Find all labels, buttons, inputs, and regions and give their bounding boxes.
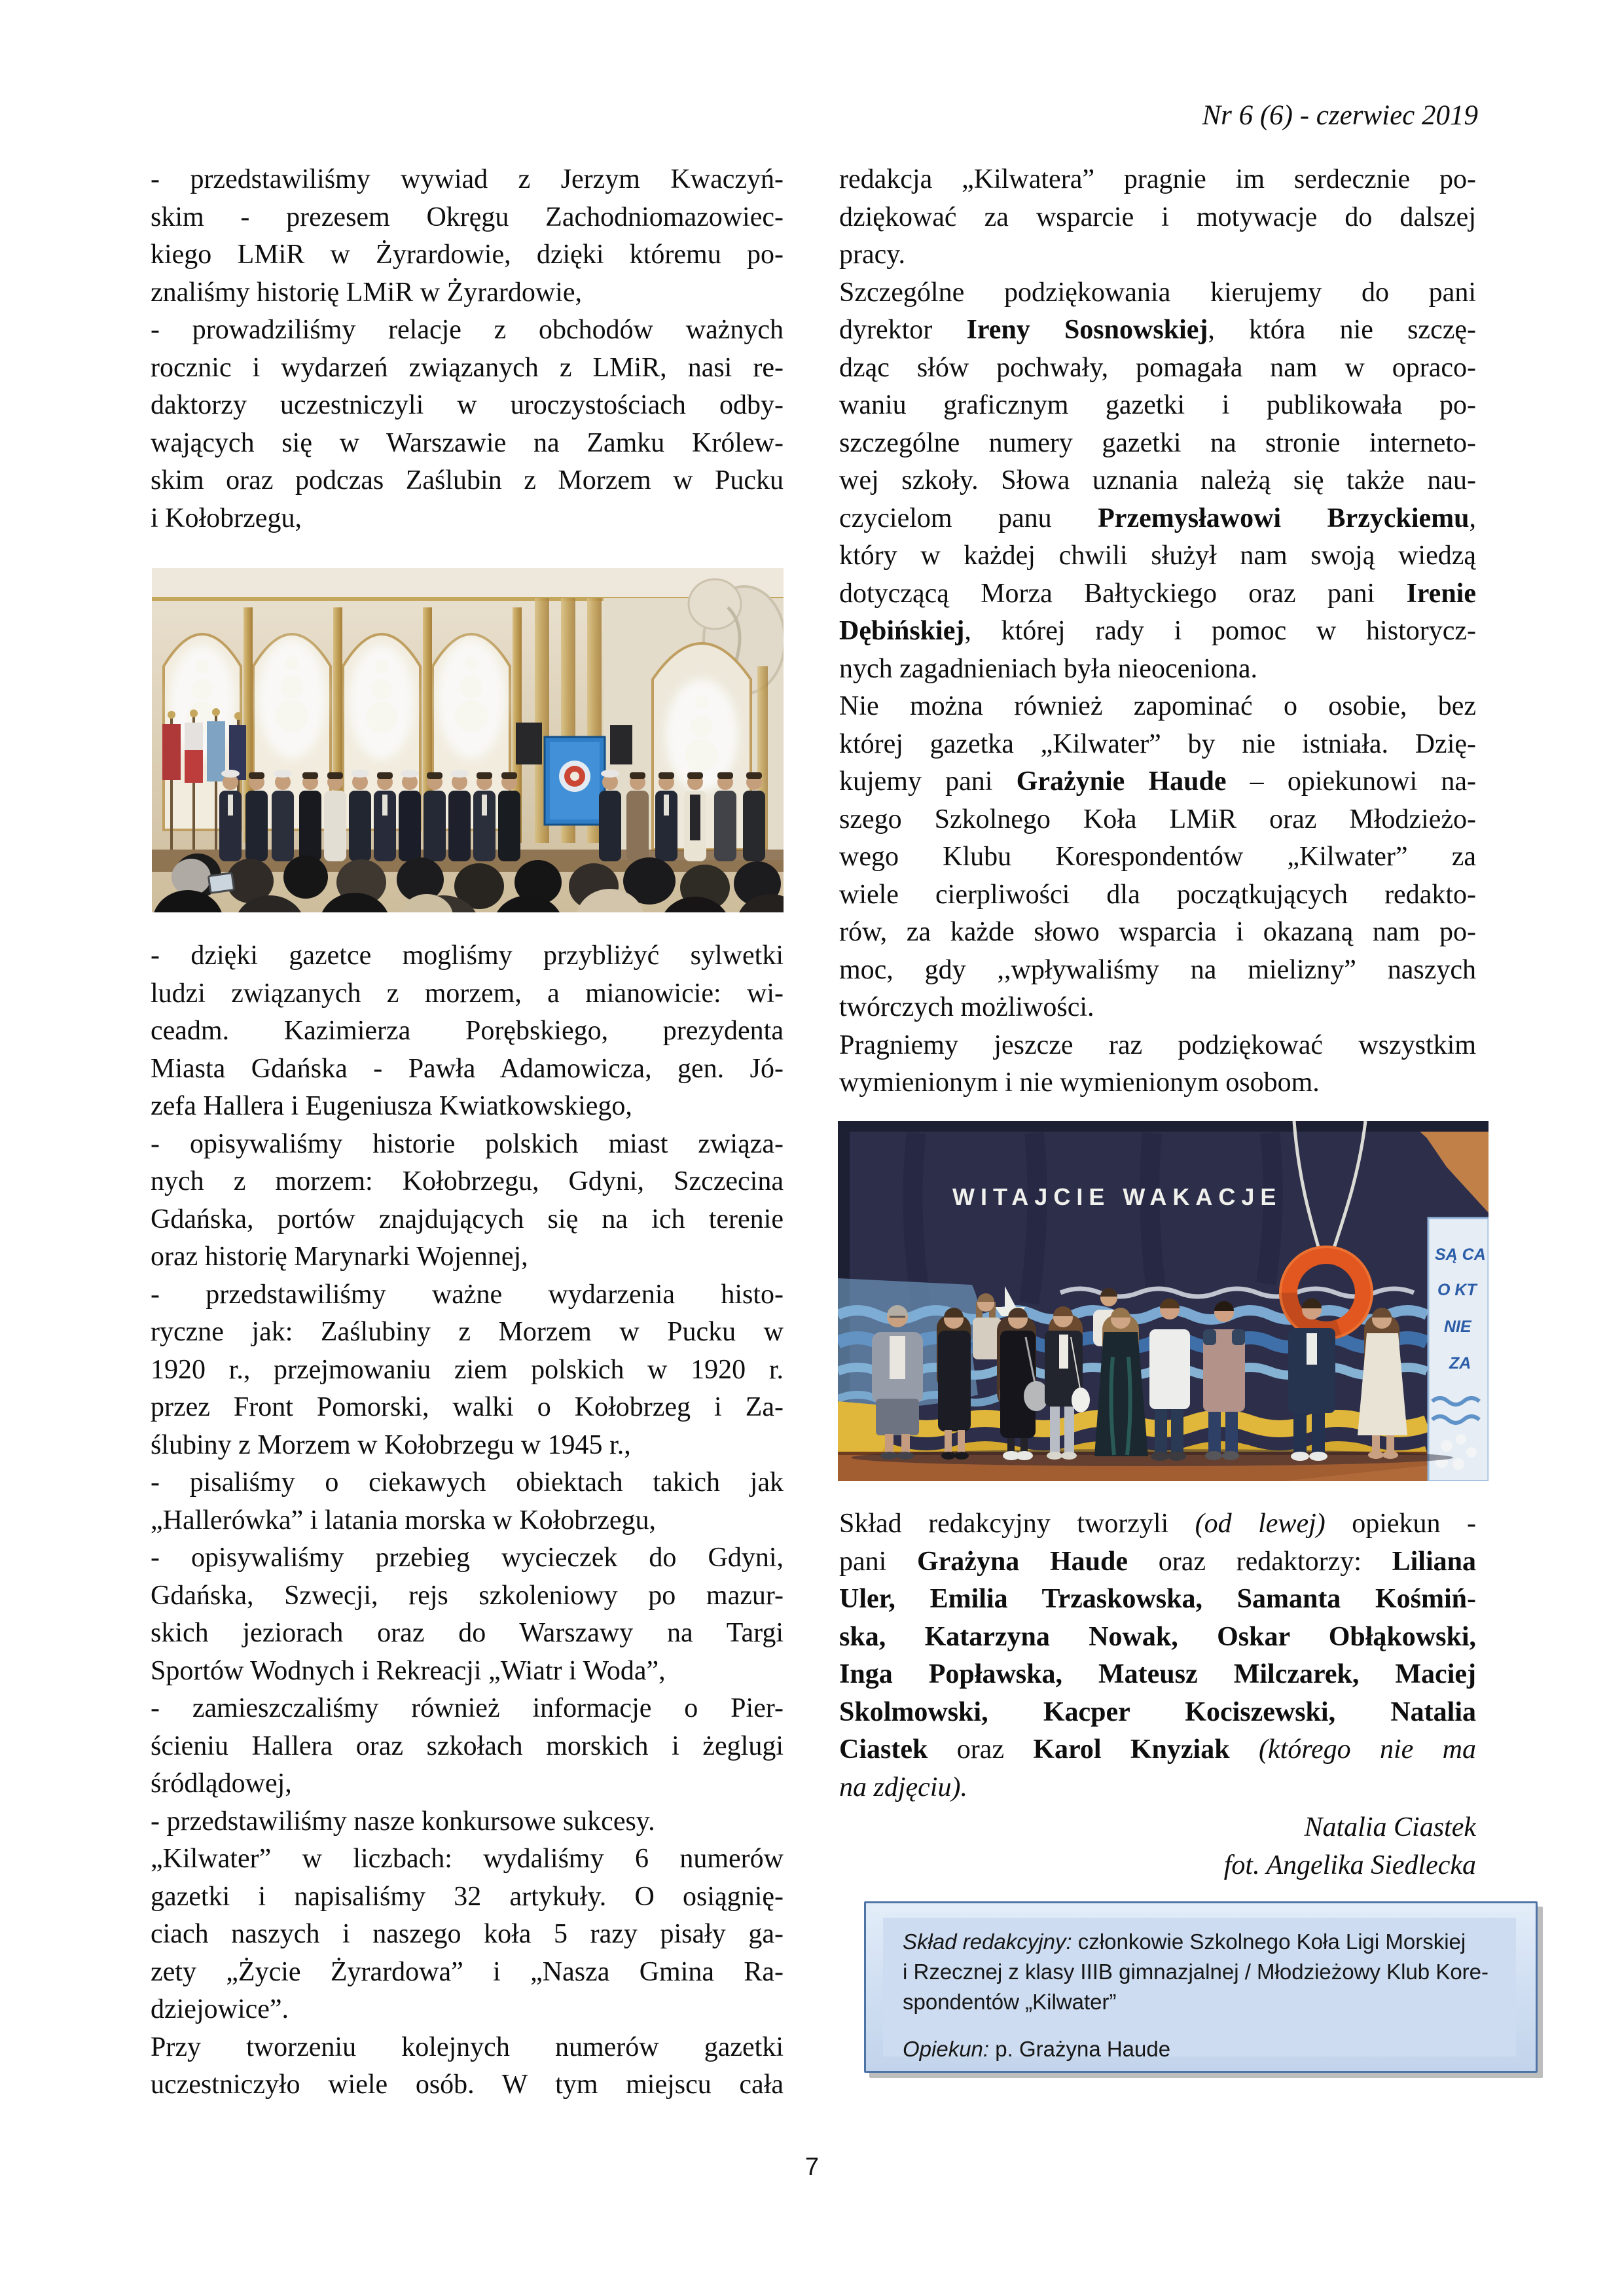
photo-editorial-team [838,1121,1489,1481]
photo-castle-ceremony [152,568,784,912]
right-column-paragraphs: redakcja „Kilwatera” pragnie im serdecznie po- dziękować za wsparcie i motywacje do dalszej pracy. Szczególne podziękowania kierujemy do pani dyrektor Ireny Sosnowskiej, która nie szczę- dząc słów pochwały, pomagała nam w opraco- waniu graficznym gazetki i publikowała po- szczególne numery gazetki na stronie interneto- wej szkoły. Słowa uznania należą się także nau- czycielom panu Przemysławowi Brzyckiemu, który w każdej chwili służył nam swoją wiedzą dotyczącą Morza Bałtyckiego oraz pani Irenie Dębińskiej, której rady i pomoc w historycz- nych zagadnieniach była nieoceniona. Nie można również zapominać o osobie, bez której gazetka „Kilwater” by nie istniała. Dzię- kujemy pani Grażynie Haude – opiekunowi na- szego Szkolnego Koła LMiR oraz Młodzieżo- wego Klubu Korespondentów „Kilwater” za wiele cierpliwości dla początkujących redakto- rów, za każde słowo wsparcia i okazaną nam po- moc, gdy ,,wpływaliśmy na mielizny” naszych twórczych możliwości. Pragniemy jeszcze raz podziękować wszystkim wymienionym i nie wymienionym osobom. [839,164,1476,1098]
author-credit: Natalia Ciastek fot. Angelika Siedlecka [1223,1812,1476,1880]
poster-line: SĄ CA [1435,1246,1486,1264]
editorial-info-box [864,1901,1538,2073]
poster-line: ZA [1449,1354,1471,1372]
photo2-illustration [838,1121,1489,1481]
left-column-paragraphs-bottom: - dzięki gazetce mogliśmy przybliżyć sylwetki ludzi związanych z morzem, a mianowicie: wi- ceadm. Kazimierza Porębskiego, prezydenta Miasta Gdańska - Pawła Adamowicza, gen. Jó- zefa Hallera i Eugeniusza Kwiatkowskiego, - opisywaliśmy historie polskich miast związa- nych z morzem: Kołobrzegu, Gdyni, Szczecina Gdańska, portów znajdujących się na ich terenie oraz historię Marynarki Wojennej, - przedstawiliśmy ważne wydarzenia histo- ryczne jak: Zaślubiny z Morzem w Pucku w 1920 r., przejmowaniu ziem polskich w 1920 r. przez Front Pomorski, walki o Kołobrzeg i Za- ślubiny z Morzem w Kołobrzegu w 1945 r., - pisaliśmy o ciekawych obiektach takich jak „Hallerówka” i latania morska w Kołobrzegu, - opisywaliśmy przebieg wycieczek do Gdyni, Gdańska, Szwecji, rejs szkoleniowy po mazur- skich jeziorach oraz do Warszawy na Targi Sportów Wodnych i Rekreacji „Wiatr i Woda”, - zamieszczaliśmy również informacje o Pier- ścieniu Hallera oraz szkołach morskich i żeglugi śródlądowej, - przedstawiliśmy nasze konkursowe sukcesy. „Kilwater” w liczbach: wydaliśmy 6 numerów gazetki i napisaliśmy 32 artykuły. O osiągnię- ciach naszych i naszego koła 5 razy pisały ga- zety „Życie Żyrardowa” i „Nasza Gmina Ra- dziejowice”. Przy tworzeniu kolejnych numerów gazetki uczestniczyło wiele osób. W tym miejscu cała [151,941,784,2100]
poster-line: NIE [1444,1318,1471,1336]
issue-header: Nr 6 (6) - czerwiec 2019 [1202,100,1478,131]
wakacje-poster [1428,1218,1489,1481]
photo1-illustration [152,568,784,912]
banner-text: WITAJCIE WAKACJE [952,1183,1282,1210]
poster-line: O KT [1437,1281,1477,1299]
photo-tone-overlay [152,568,784,912]
page-number: 7 [804,2153,820,2181]
left-column-paragraphs-top: - przedstawiliśmy wywiad z Jerzym Kwaczyń- skim - prezesem Okręgu Zachodniomazowiec- kiego LMiR w Żyrardowie, dzięki któremu po- znaliśmy historię LMiR w Żyrardowie, - prowadziliśmy relacje z obchodów ważnych rocznic i wydarzeń związanych z LMiR, nasi re- daktorzy uczestniczyli w uroczystościach odby- wających się w Warszawie na Zamku Królew- skim oraz podczas Zaślubin z Morzem w Pucku i Kołobrzegu, [151,164,784,533]
editorial-info-text: Skład redakcyjny: członkowie Szkolnego Koła Ligi Morskiej i Rzecznej z klasy IIIB gimnazjalnej / Młodzieżowy Klub Kore- spondentów „Kilwater” Opiekun: p. Grażyna Haude [883,1918,1516,2056]
photo-caption: Skład redakcyjny tworzyli (od lewej) opiekun - pani Grażyna Haude oraz redaktorzy: Liliana Uler, Emilia Trzaskowska, Samanta Kośmiń- ska, Katarzyna Nowak, Oskar Obłąkowski, Inga Popławska, Mateusz Milczarek, Maciej Skolmowski, Kacper Kociszewski, Natalia Ciastek oraz Karol Knyziak (którego nie ma na zdjęciu). [839,1509,1476,1803]
